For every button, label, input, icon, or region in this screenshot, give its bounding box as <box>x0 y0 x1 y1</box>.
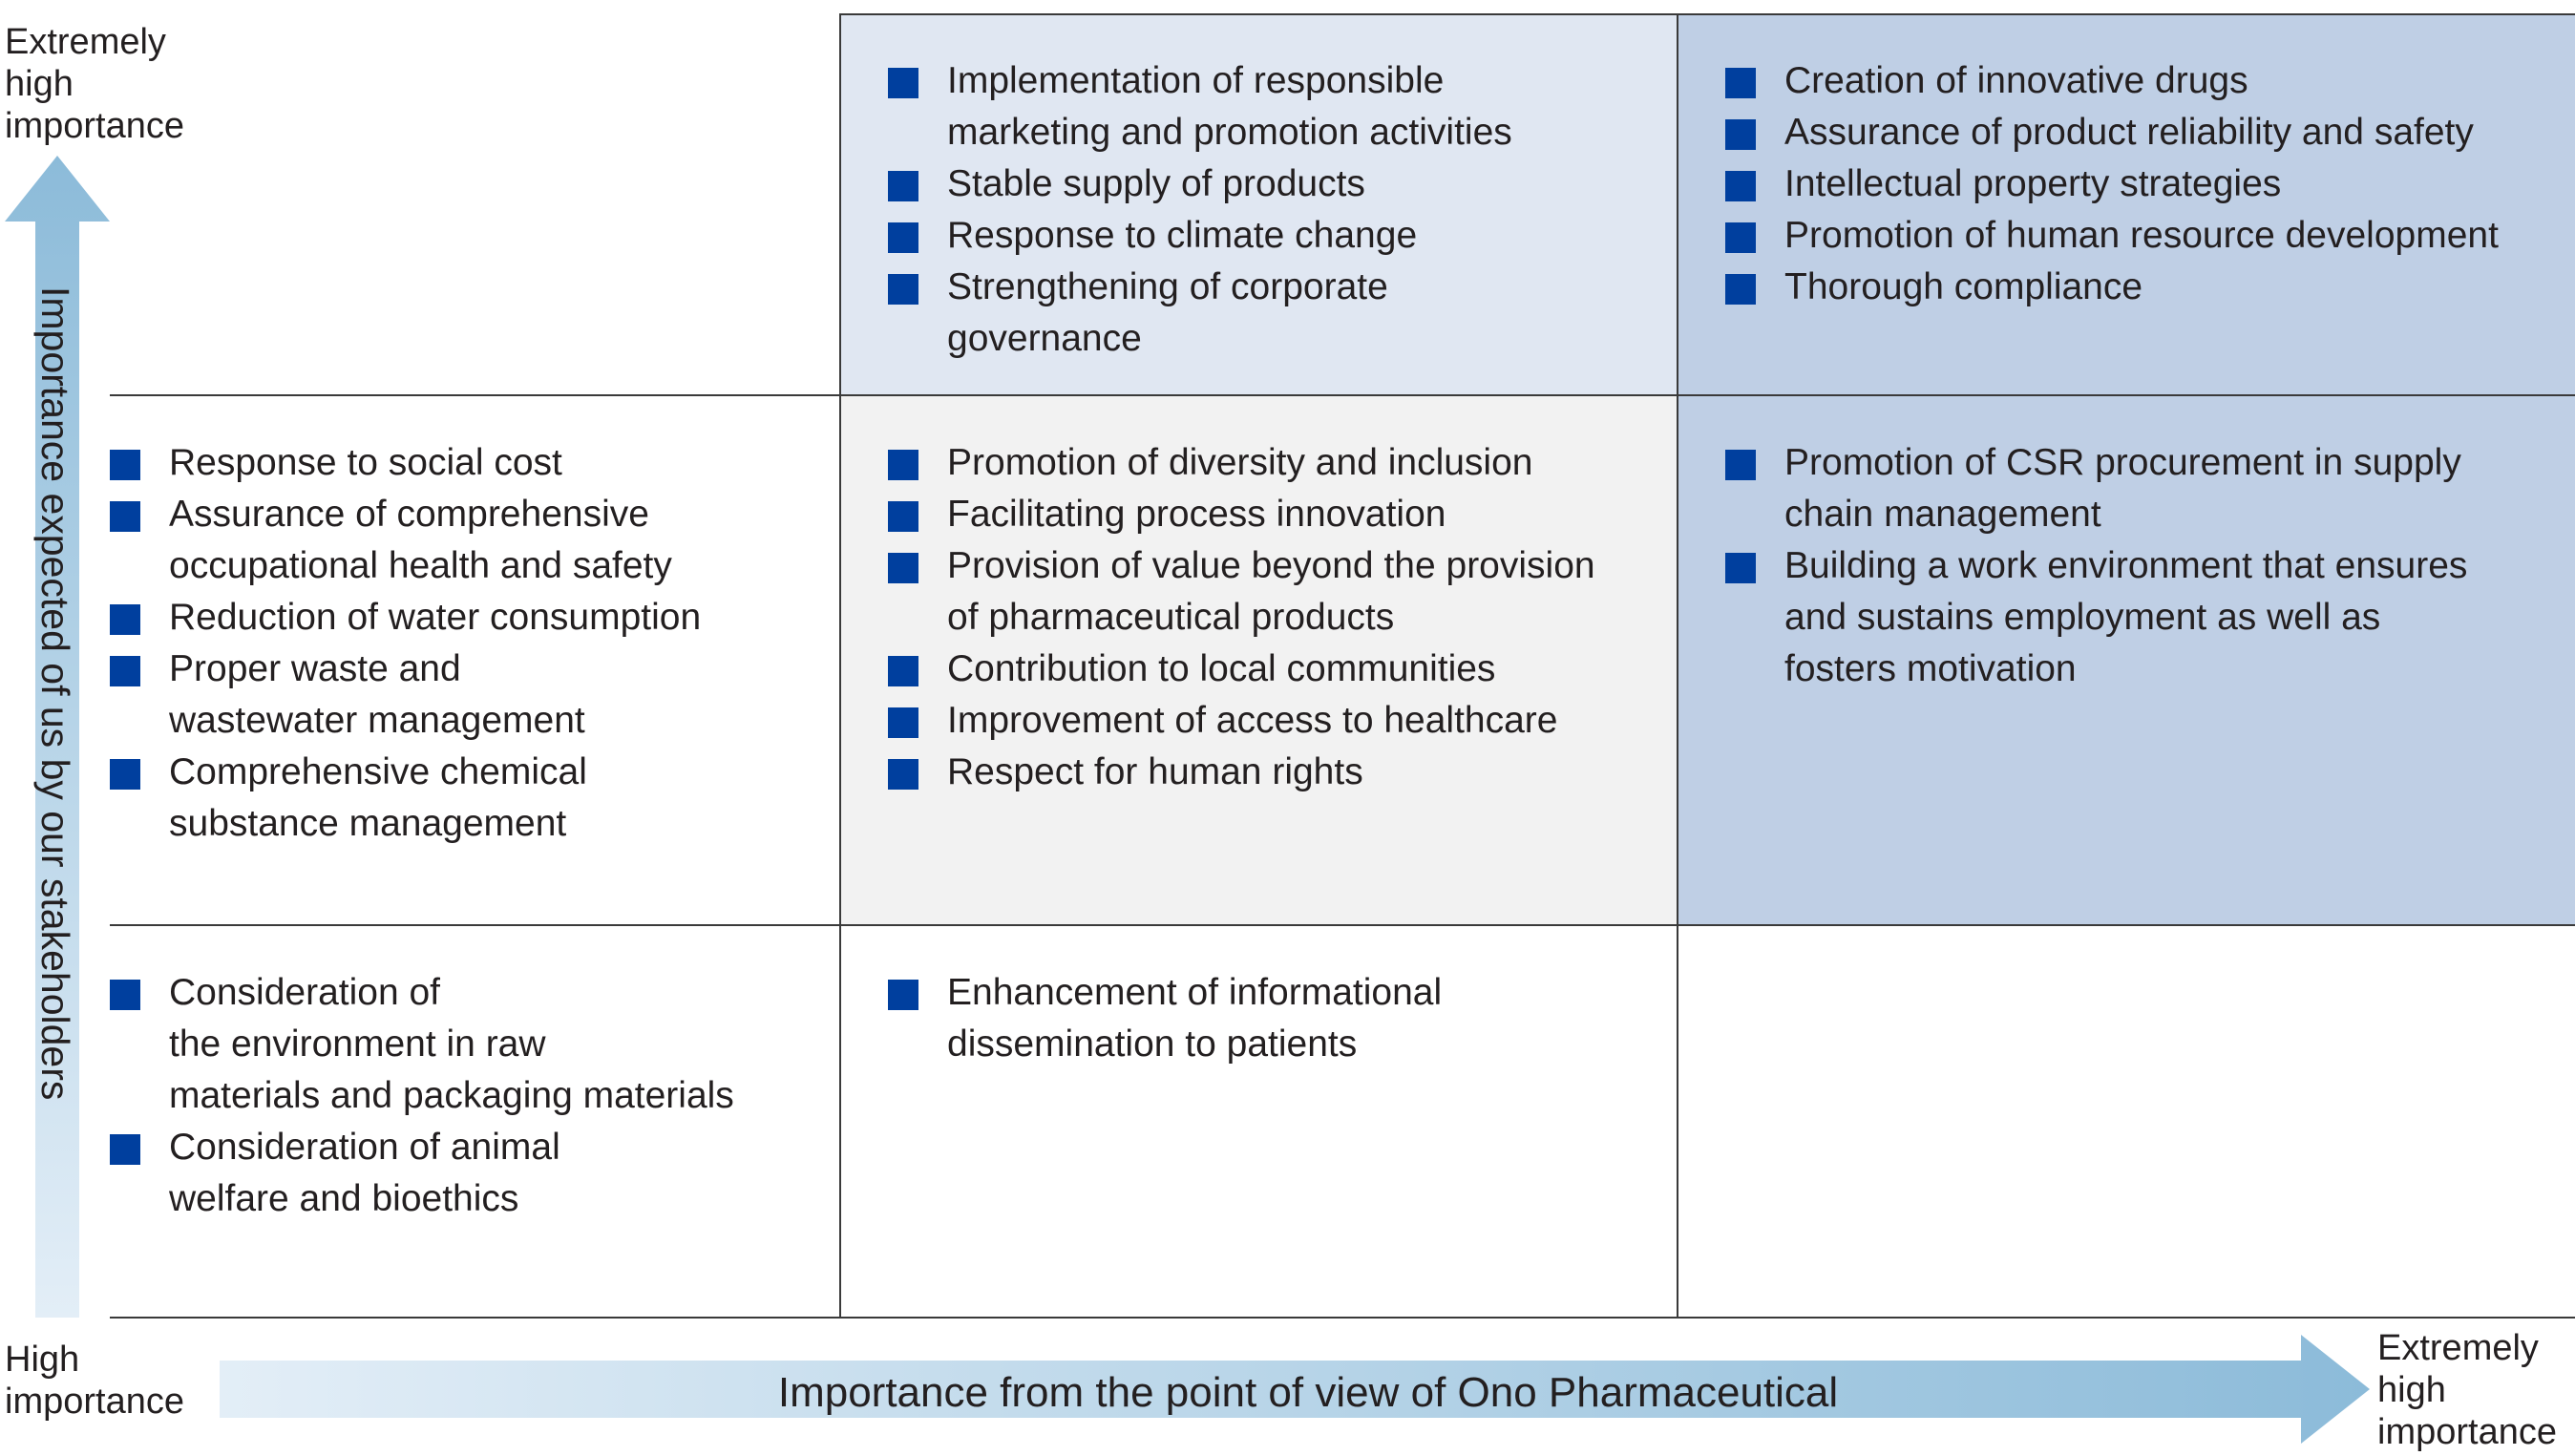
list-item <box>888 644 1657 695</box>
list-item-text: Strengthening of corporate governance <box>947 266 1388 359</box>
list-item-text: Stable supply of products <box>947 163 1365 204</box>
list-item <box>1725 158 2556 210</box>
list-item-text: Thorough compliance <box>1784 266 2143 307</box>
list-item-text: Comprehensive chemical substance management <box>169 751 587 844</box>
square-bullet-icon <box>1725 553 1756 583</box>
list-item-text: Contribution to local communities <box>947 648 1496 689</box>
square-bullet-icon <box>1725 119 1756 150</box>
square-bullet-icon <box>888 450 918 480</box>
list-item-text: Promotion of human resource development <box>1784 215 2499 256</box>
square-bullet-icon <box>888 501 918 532</box>
square-bullet-icon <box>110 759 140 790</box>
list-item <box>888 437 1657 489</box>
list-item <box>1725 55 2556 107</box>
list-item <box>110 967 820 1122</box>
item-list <box>1725 55 2556 313</box>
y-axis-top-label: Extremely high importance <box>5 22 184 146</box>
item-list <box>1725 437 2556 695</box>
list-item-text: Respect for human rights <box>947 751 1363 792</box>
list-item-text: Promotion of diversity and inclusion <box>947 442 1533 483</box>
square-bullet-icon <box>1725 68 1756 98</box>
list-item-text: Intellectual property strategies <box>1784 163 2282 204</box>
list-item <box>888 210 1657 262</box>
list-item-text: Response to social cost <box>169 442 562 483</box>
square-bullet-icon <box>888 707 918 738</box>
list-item <box>888 695 1657 747</box>
list-item <box>888 262 1657 365</box>
materiality-matrix <box>110 14 2575 1318</box>
list-item-text: Creation of innovative drugs <box>1784 60 2248 101</box>
cell-r1c1 <box>839 396 1677 926</box>
square-bullet-icon <box>110 1134 140 1165</box>
list-item-text: Consideration of the environment in raw materials and packaging materials <box>169 972 734 1116</box>
grid-line-row2 <box>110 924 2575 926</box>
list-item <box>888 158 1657 210</box>
list-item <box>888 540 1657 644</box>
list-item <box>888 55 1657 158</box>
grid-line-bottom <box>110 1317 2575 1319</box>
cell-r0c0 <box>110 14 839 396</box>
cell-r2c0 <box>110 926 839 1318</box>
list-item-text: Promotion of CSR procurement in supply chain management <box>1784 442 2461 535</box>
square-bullet-icon <box>888 980 918 1010</box>
list-item-text: Provision of value beyond the provision of pharmaceutical products <box>947 545 1595 638</box>
square-bullet-icon <box>888 274 918 305</box>
list-item <box>110 644 820 747</box>
cell-r2c2 <box>1677 926 2575 1318</box>
square-bullet-icon <box>110 656 140 686</box>
list-item <box>110 437 820 489</box>
list-item <box>1725 437 2556 540</box>
cell-r1c2 <box>1677 396 2575 926</box>
square-bullet-icon <box>888 68 918 98</box>
item-list <box>888 437 1657 798</box>
list-item-text: Reduction of water consumption <box>169 597 702 638</box>
x-axis-title: Importance from the point of view of Ono Pharmaceutical <box>777 1369 1839 1416</box>
square-bullet-icon <box>1725 450 1756 480</box>
list-item <box>110 747 820 850</box>
list-item-text: Response to climate change <box>947 215 1418 256</box>
list-item-text: Implementation of responsible marketing and promotion activities <box>947 60 1512 153</box>
square-bullet-icon <box>888 656 918 686</box>
list-item <box>110 592 820 644</box>
square-bullet-icon <box>1725 222 1756 253</box>
list-item <box>110 489 820 592</box>
item-list <box>110 967 820 1225</box>
list-item-text: Enhancement of informational dissemination to patients <box>947 972 1443 1065</box>
item-list <box>888 967 1657 1070</box>
list-item-text: Facilitating process innovation <box>947 494 1446 535</box>
list-item <box>888 747 1657 798</box>
y-axis-title: Importance expected of us by our stakeholders <box>33 286 77 1101</box>
square-bullet-icon <box>888 171 918 201</box>
square-bullet-icon <box>110 604 140 635</box>
list-item <box>1725 107 2556 158</box>
cell-r0c1 <box>839 14 1677 396</box>
square-bullet-icon <box>888 553 918 583</box>
square-bullet-icon <box>888 759 918 790</box>
square-bullet-icon <box>110 980 140 1010</box>
list-item <box>888 967 1657 1070</box>
list-item-text: Assurance of product reliability and safety <box>1784 112 2474 153</box>
list-item <box>888 489 1657 540</box>
grid-line-col2 <box>1677 13 1678 1319</box>
list-item-text: Improvement of access to healthcare <box>947 700 1558 741</box>
cell-r1c0 <box>110 396 839 926</box>
grid-line-row1 <box>110 394 2575 396</box>
list-item-text: Assurance of comprehensive occupational health and safety <box>169 494 672 586</box>
cell-r0c2 <box>1677 14 2575 396</box>
square-bullet-icon <box>110 501 140 532</box>
cell-r2c1 <box>839 926 1677 1318</box>
square-bullet-icon <box>888 222 918 253</box>
item-list <box>110 437 820 850</box>
list-item <box>1725 210 2556 262</box>
grid-line-col1 <box>839 13 841 1319</box>
list-item <box>110 1122 820 1225</box>
square-bullet-icon <box>1725 171 1756 201</box>
list-item-text: Building a work environment that ensures and sustains employment as well as fosters motivation <box>1784 545 2468 689</box>
square-bullet-icon <box>110 450 140 480</box>
grid-line-top <box>840 13 2575 15</box>
x-axis-right-label: Extremely high importance <box>2377 1328 2557 1452</box>
list-item <box>1725 540 2556 695</box>
list-item-text: Proper waste and wastewater management <box>169 648 585 741</box>
list-item-text: Consideration of animal welfare and bioethics <box>169 1127 560 1219</box>
item-list <box>888 55 1657 365</box>
y-axis-bottom-label: High importance <box>5 1340 184 1422</box>
square-bullet-icon <box>1725 274 1756 305</box>
list-item <box>1725 262 2556 313</box>
